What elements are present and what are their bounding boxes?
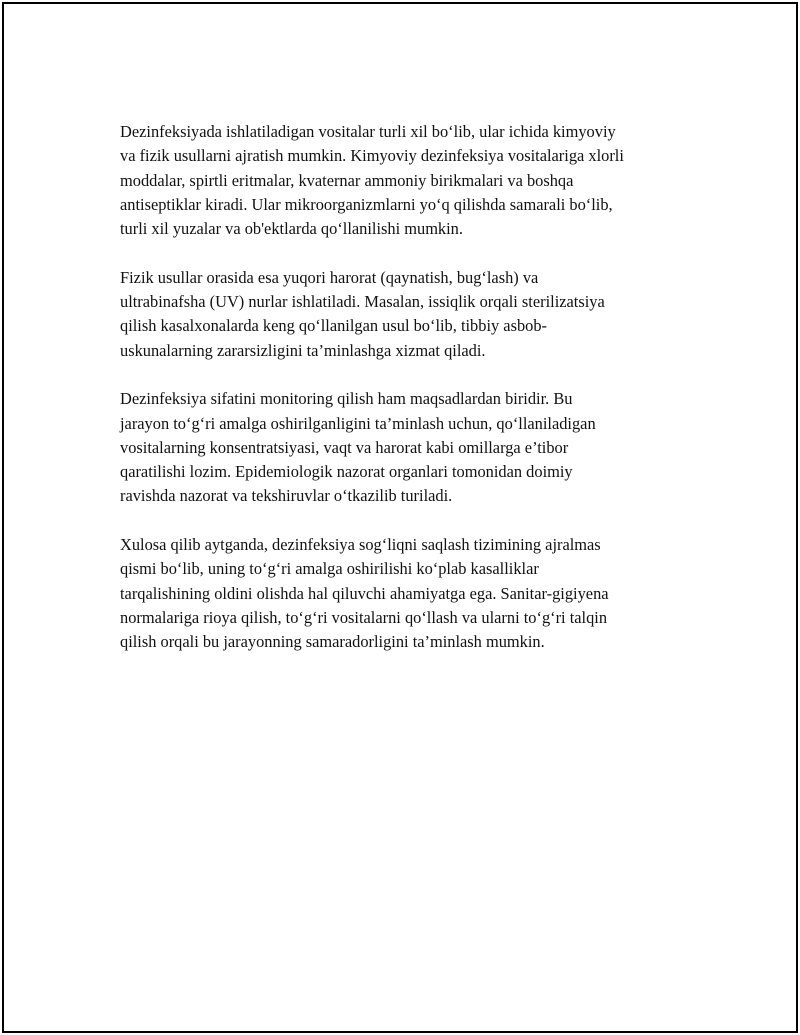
text-line: normalariga rioya qilish, to‘g‘ri vositalarni qo‘llash va ularni to‘g‘ri talqin: [120, 607, 608, 627]
text-line: va fizik usullarni ajratish mumkin. Kimyoviy dezinfeksiya vositalariga xlorli: [120, 146, 624, 166]
text-line: qilish orqali bu jarayonning samaradorligini ta’minlash mumkin.: [120, 632, 545, 652]
text-line: Dezinfeksiyada ishlatiladigan vositalar turli xil bo‘lib, ular ichida kimyoviy: [120, 122, 616, 141]
text-line: ultrabinafsha (UV) nurlar ishlatiladi. Masalan, issiqlik orqali sterilizatsiya: [120, 292, 605, 312]
text-line: Dezinfeksiya sifatini monitoring qilish ham maqsadlardan biridir. Bu: [120, 389, 573, 409]
text-line: qismi bo‘lib, uning to‘g‘ri amalga oshirilishi ko‘plab kasalliklar: [120, 559, 539, 579]
text-line: antiseptiklar kiradi. Ular mikroorganizmlarni yo‘q qilishda samarali bo‘lib,: [120, 194, 613, 214]
text-line: Fizik usullar orasida esa yuqori harorat (qaynatish, bug‘lash) va: [120, 267, 539, 287]
text-line: qaratilishi lozim. Epidemiologik nazorat organlari tomonidan doimiy: [120, 462, 573, 482]
text-line: qilish kasalxonalarda keng qo‘llanilgan usul bo‘lib, tibbiy asbob-: [120, 316, 547, 336]
text-line: moddalar, spirtli eritmalar, kvaternar ammoniy birikmalari va boshqa: [120, 170, 574, 190]
text-line: turli xil yuzalar va ob'ektlarda qo‘llanilishi mumkin.: [120, 219, 463, 239]
paragraph-3: [120, 387, 706, 508]
text-line: ravishda nazorat va tekshiruvlar o‘tkazilib turiladi.: [120, 486, 453, 506]
paragraph-2: [120, 266, 706, 363]
text-line: vositalarning konsentratsiyasi, vaqt va harorat kabi omillarga e’tibor: [120, 437, 569, 457]
paragraph-4: [120, 533, 706, 654]
text-line: Xulosa qilib aytganda, dezinfeksiya sog‘liqni saqlash tizimining ajralmas: [120, 535, 601, 555]
page-frame: [2, 2, 798, 1033]
paragraph-1: [120, 120, 706, 241]
text-line: tarqalishining oldini olishda hal qiluvchi ahamiyatga ega. Sanitar-gigiyena: [120, 583, 609, 603]
document-body: [120, 120, 706, 679]
text-line: jarayon to‘g‘ri amalga oshirilganligini ta’minlash uchun, qo‘llaniladigan: [120, 413, 596, 433]
text-line: uskunalarning zararsizligini ta’minlashga xizmat qiladi.: [120, 340, 486, 360]
